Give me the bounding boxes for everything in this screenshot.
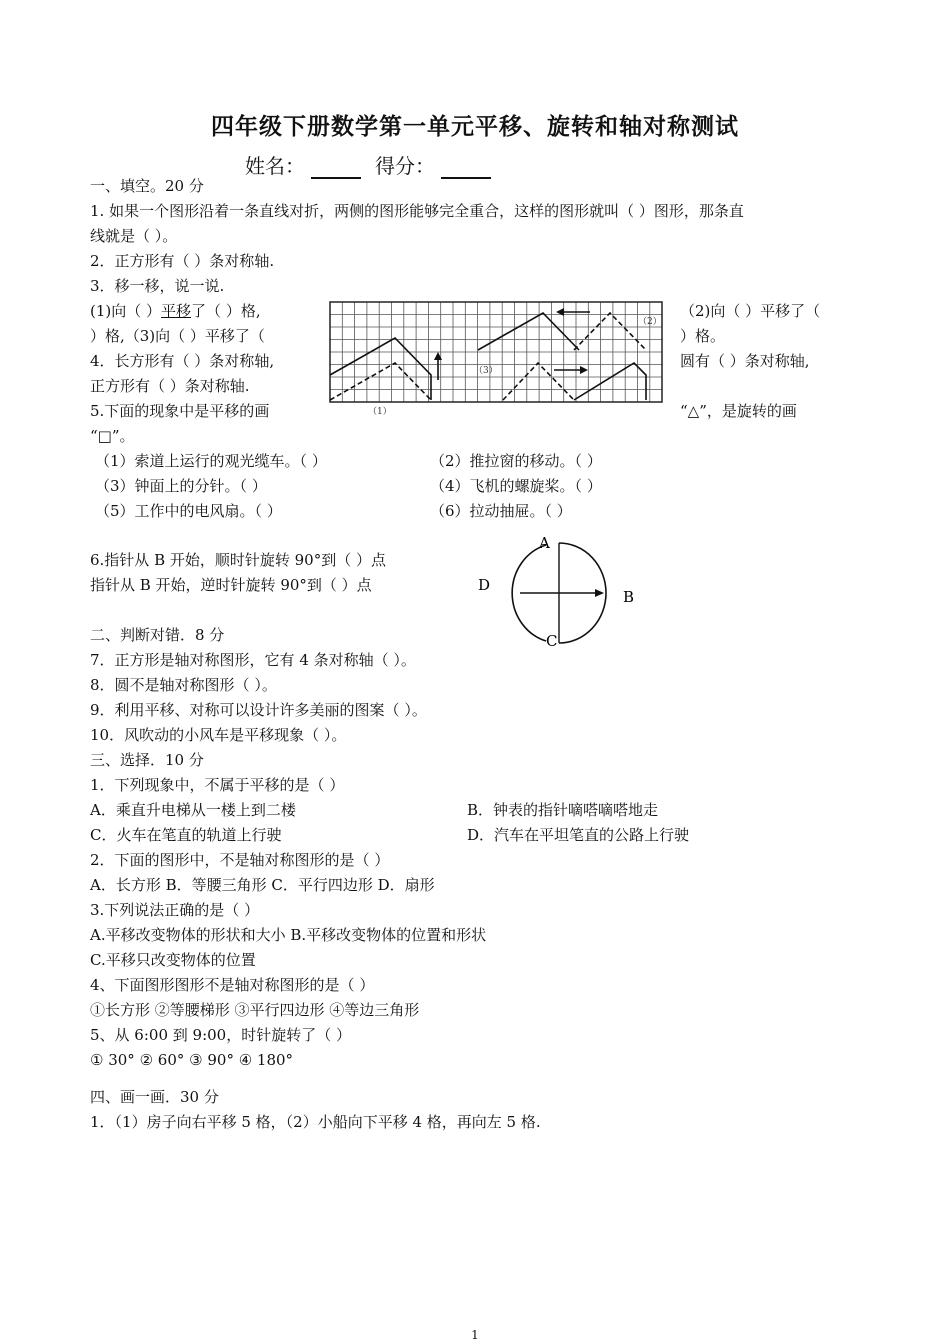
section4-heading: 四、画一画．30 分 [90,1088,219,1106]
s3-q1-optD: D．汽车在平坦笔直的公路上行驶 [467,826,690,844]
dial-label-c: C [546,632,558,650]
section3-heading: 三、选择．10 分 [90,751,204,769]
arrow-right-head-icon [580,366,588,374]
s2-q8: 8．圆不是轴对称图形（ ）。 [90,676,277,694]
dial-label-b: B [623,588,635,606]
s1-q5-opt1: （1）索道上运行的观光缆车。（ ） [95,452,327,470]
s1-q5: 5.下面的现象中是平移的画 [90,402,270,420]
s2-q10: 10．风吹动的小风车是平移现象（ ）。 [90,726,347,744]
score-label: 得分： [375,154,435,178]
s3-q3-optC: C.平移只改变物体的位置 [90,951,256,969]
grid-label-1: （1） [368,407,392,417]
s3-q1-optC: C．火车在笔直的轨道上行驶 [90,826,282,844]
s1-q4-right: 圆有（ ）条对称轴, [680,352,810,370]
s3-q3: 3.下列说法正确的是（ ） [90,901,260,919]
dial-pointer-head-icon [595,589,604,597]
s1-q5-line2: “□”。 [90,427,135,445]
name-blank[interactable] [311,159,361,179]
section1-heading: 一、填空。20 分 [90,177,204,195]
shape-2-dashed [574,313,646,350]
s3-q2-options: A．长方形 B．等腰三角形 C．平行四边形 D．扇形 [90,876,435,894]
s3-q1-optA: A．乘直升电梯从一楼上到二楼 [90,801,296,819]
s1-q4: 4．长方形有（ ）条对称轴, [90,352,275,370]
grid-lines [330,302,662,402]
s3-q4: 4、下面图形图形不是轴对称图形的是（ ） [90,976,375,994]
s1-q3-line2: ）格,（3)向（ ）平移了（ [90,327,265,345]
s1-q5-opt2: （2）推拉窗的移动。（ ） [430,452,602,470]
s1-q3: 3．移一移，说一说. [90,277,225,295]
dial-label-a: A [539,534,550,552]
page-number: 1 [471,1328,479,1342]
s3-q3-optAB: A.平移改变物体的形状和大小 B.平移改变物体的位置和形状 [90,926,487,944]
s1-q1-line2: 线就是（ ）。 [90,227,178,245]
name-score-line [245,150,505,179]
s3-q1-optB: B．钟表的指针嘀嗒嘀嗒地走 [467,801,659,819]
s3-q1: 1．下列现象中，不属于平移的是（ ） [90,776,345,794]
q3-pre: (1)向（ ） [90,302,162,320]
s1-q5-opt5: （5）工作中的电风扇。（ ） [95,502,282,520]
s3-q5: 5、从 6:00 到 9:00，时针旋转了（ ） [90,1026,351,1044]
s2-q9: 9．利用平移、对称可以设计许多美丽的图案（ ）。 [90,701,427,719]
s1-q6-line2: 指针从 B 开始，逆时针旋转 90°到（ ）点 [90,576,372,594]
s4-q1: 1．（1）房子向右平移 5 格，（2）小船向下平移 4 格，再向左 5 格. [90,1113,541,1131]
s1-q5-right: “△”，是旋转的画 [680,402,797,420]
s1-q2: 2．正方形有（ ）条对称轴. [90,252,275,270]
name-label: 姓名： [245,154,305,178]
s1-q5-opt6: （6）拉动抽屉。（ ） [430,502,572,520]
s3-q4-options: ①长方形 ②等腰梯形 ③平行四边形 ④等边三角形 [90,1001,420,1019]
s1-q6-line1: 6.指针从 B 开始，顺时针旋转 90°到（ ）点 [90,551,386,569]
page-title: 四年级下册数学第一单元平移、旋转和轴对称测试 [211,113,739,140]
s1-q3-line1 [90,301,261,321]
grid-label-3: （3） [474,366,498,376]
s1-q3-right2: ）格。 [680,327,726,345]
s3-q2: 2．下面的图形中，不是轴对称图形的是（ ） [90,851,390,869]
s1-q3-right1: （2)向（ ）平移了（ [680,302,821,320]
s1-q4-line2: 正方形有（ ）条对称轴. [90,377,250,395]
translation-grid-figure [328,300,664,418]
grid-label-2: （2） [638,317,662,327]
s1-q1-line1: 1. 如果一个图形沿着一条直线对折，两侧的图形能够完全重合，这样的图形就叫（ ）图形，那条直 [90,202,744,220]
section2-heading: 二、判断对错．8 分 [90,626,225,644]
s1-q5-opt3: （3）钟面上的分针。（ ） [95,477,267,495]
rotation-dial-figure [470,530,650,650]
q3-underlined: 平移 [161,302,192,320]
q3-post: 了（ ）格, [191,302,261,320]
dial-label-d: D [478,576,491,594]
score-blank[interactable] [441,159,491,179]
s1-q5-opt4: （4）飞机的螺旋桨。（ ） [430,477,602,495]
s2-q7: 7．正方形是轴对称图形，它有 4 条对称轴（ ）。 [90,651,416,669]
s3-q5-options: ① 30° ② 60° ③ 90° ④ 180° [90,1051,294,1069]
